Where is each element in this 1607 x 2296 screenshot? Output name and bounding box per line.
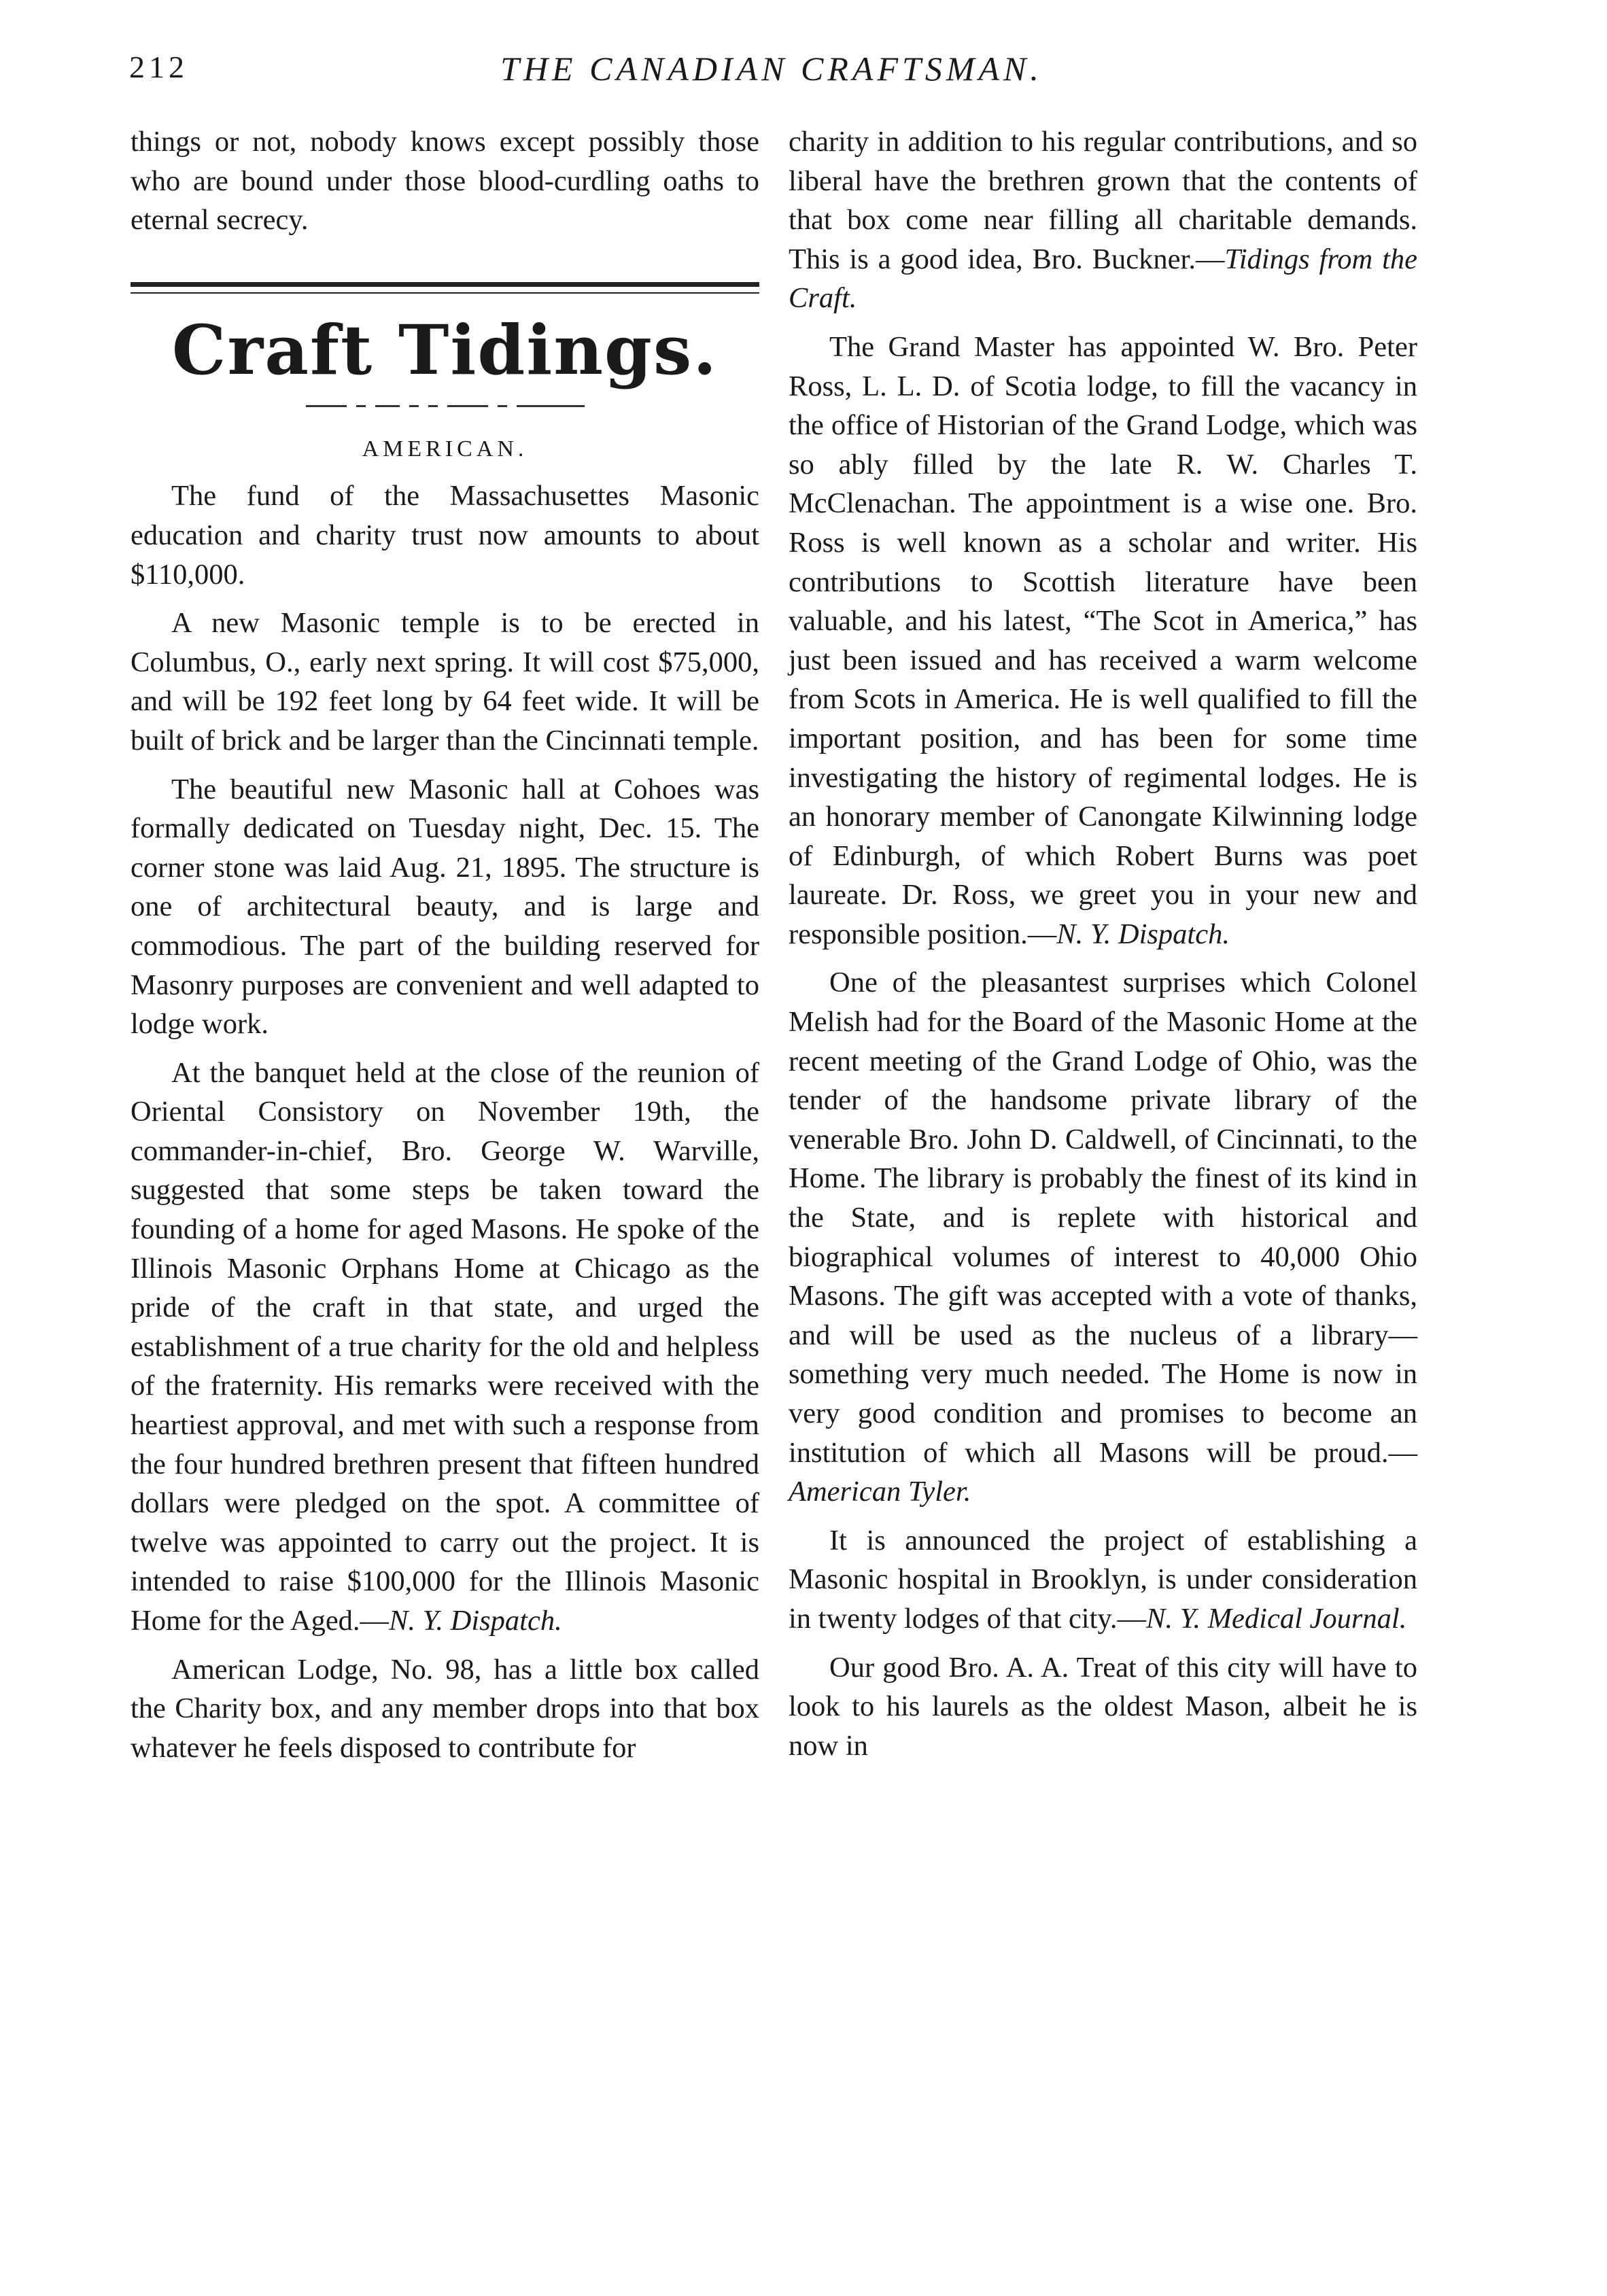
- article-paragraph: [131, 1054, 759, 1641]
- left-column: [131, 122, 759, 1777]
- article-paragraph: The beautiful new Masonic hall at Cohoes was formally dedicated on Tuesday night, Dec. 15. The corner stone was laid Aug. 21, 1895. The structure is one of architectural beauty, and is large and commodious. The part of the building reserved for Masonry purposes are convenient and well adapted to lodge work.: [131, 773, 759, 1041]
- paragraph-continued: [789, 122, 1417, 318]
- article-text: At the banquet held at the close of the reunion of Oriental Consistory on November 19th, the commander-in-chief, Bro. George W. Warville, suggested that some steps be taken toward the founding of a home for aged Masons. He spoke of the Illinois Masonic Orphans Home at Chicago as the pride of the craft in that state, and urged the establishment of a true charity for the old and helpless of the fraternity. His remarks were received with the heartiest approval, and met with such a response from the four hundred brethren present that fifteen hundred dollars were pledged on the spot. A committee of twelve was appointed to carry out the project. It is intended to raise $100,000 for the Illinois Masonic Home for the Aged.—: [131, 1056, 759, 1637]
- section-rule-thick: [131, 282, 759, 287]
- section-rule-thin: [131, 292, 759, 294]
- ornamental-dash-rule: [131, 401, 759, 412]
- article-paragraph: A new Masonic temple is to be erected in Columbus, O., early next spring. It will cost $75,000, and will be 192 feet long by 64 feet wide. It will be built of brick and be larger than the Cincinnati temple.: [131, 607, 759, 756]
- paragraph-continued: things or not, nobody knows except possibly those who are bound under those blood-curdling oaths to eternal secrecy.: [131, 126, 759, 237]
- article-paragraph: [789, 328, 1417, 954]
- right-column: [789, 122, 1417, 1775]
- article-text: It is announced the project of establishing a Masonic hospital in Brooklyn, is under consideration in twenty lodges of that city.—: [789, 1524, 1417, 1635]
- page-header: [129, 49, 1414, 97]
- source-citation: Tidings from the Craft.: [789, 243, 1417, 315]
- article-text: One of the pleasantest surprises which Colonel Melish had for the Board of the Masonic Home at the recent meeting of the Grand Lodge of Ohio, was the tender of the handsome private library of the venerable Bro. John D. Caldwell, of Cincinnati, to the Home. The library is probably the finest of its kind in the State, and is replete with historical and biographical volumes of interest to 40,000 Ohio Masons. The gift was accepted with a vote of thanks, and will be used as the nucleus of a library—something very much needed. The Home is now in very good condition and promises to become an institution of which all Masons will be proud.—: [789, 967, 1417, 1469]
- article-text: charity in addition to his regular contributions, and so liberal have the brethren grown that the contents of that box come near filling all charitable demands. This is a good idea, Bro. Buckner.—: [789, 126, 1417, 275]
- article-paragraph: Our good Bro. A. A. Treat of this city will have to look to his laurels as the oldest Mason, albeit he is now in: [789, 1651, 1417, 1762]
- source-citation: N. Y. Dispatch.: [1056, 918, 1230, 950]
- running-title: THE CANADIAN CRAFTSMAN.: [500, 50, 1043, 88]
- article-paragraph: [789, 963, 1417, 1511]
- source-citation: American Tyler.: [789, 1476, 971, 1508]
- section-title: Craft Tidings.: [171, 309, 719, 390]
- page-number: 212: [129, 50, 188, 84]
- source-citation: N. Y. Medical Journal.: [1146, 1602, 1407, 1635]
- source-citation: N. Y. Dispatch.: [389, 1605, 562, 1637]
- article-paragraph: American Lodge, No. 98, has a little box called the Charity box, and any member drops into that box whatever he feels disposed to contribute for: [131, 1653, 759, 1764]
- article-text: The Grand Master has appointed W. Bro. Peter Ross, L. L. D. of Scotia lodge, to fill the vacancy in the office of Historian of the Grand Lodge, which was so ably filled by the late R. W. Charles T. McClenachan. The appointment is a wise one. Bro. Ross is well known as a scholar and writer. His contributions to Scottish literature have been valuable, and his latest, “The Scot in America,” has just been issued and has received a warm welcome from Scots in America. He is well qualified to fill the important position, and has been for some time investigating the history of regimental lodges. He is an honorary member of Canongate Kilwinning lodge of Edinburgh, of which Robert Burns was poet laureate. Dr. Ross, we greet you in your new and responsible position.—: [789, 330, 1417, 950]
- article-paragraph: The fund of the Massachusettes Masonic education and charity trust now amounts to about $110,000.: [131, 480, 759, 591]
- subsection-heading: AMERICAN.: [362, 436, 528, 462]
- article-paragraph: [789, 1521, 1417, 1639]
